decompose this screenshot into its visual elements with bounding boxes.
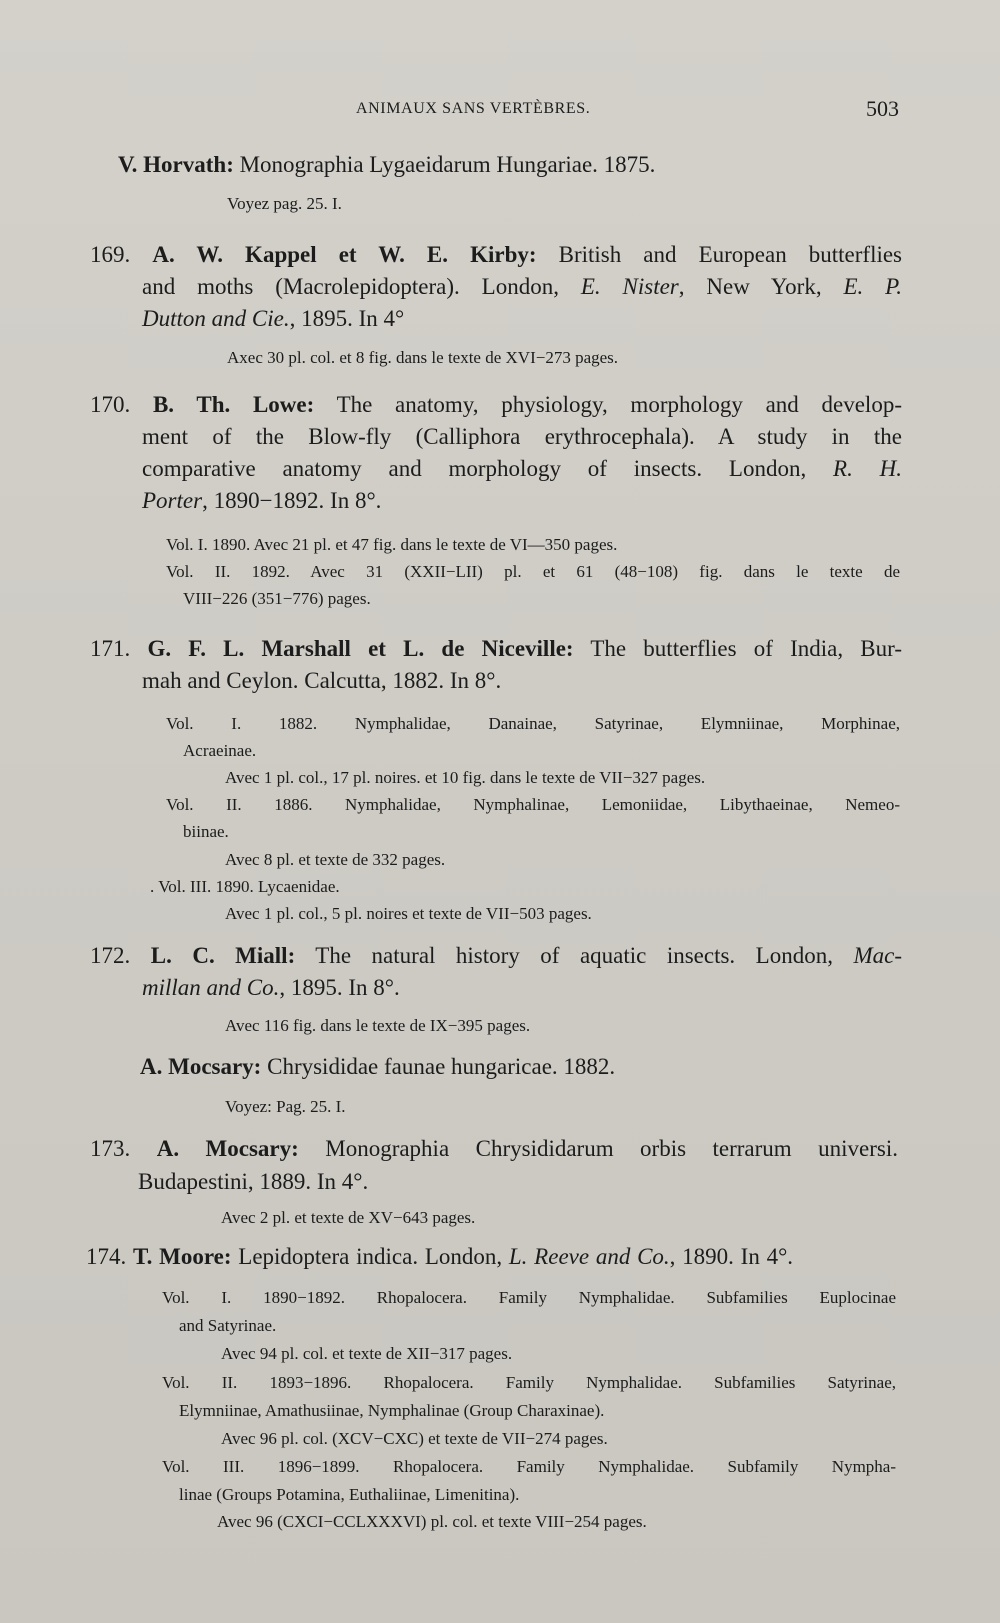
entry-text: British and European butterflies xyxy=(536,242,903,267)
entry-author: A. Mocsary: xyxy=(140,1054,262,1079)
entry-number: 170. xyxy=(90,392,131,417)
entry-author: A. W. Kappel et W. E. Kirby: xyxy=(152,242,537,267)
entry-173-line-2: Budapestini, 1889. In 4°. xyxy=(138,1169,369,1194)
entry-174-vol-1-note: Avec 94 pl. col. et texte de XII−317 pages. xyxy=(221,1344,513,1363)
entry-170-line-2: ment of the Blow-fly (Calliphora erythrocephala). A study in the xyxy=(142,424,902,449)
page-header xyxy=(0,96,1000,126)
entry-174-vol-2: Vol. II. 1893−1896. Rhopalocera. Family Nymphalidae. Subfamilies Satyrinae, xyxy=(162,1373,896,1392)
entry-171-vol-1-cont: Acraeinae. xyxy=(183,741,257,760)
entry-172-line-1 xyxy=(90,943,902,969)
entry-text: The natural history of aquatic insects. London, xyxy=(295,943,854,968)
entry-173-note: Avec 2 pl. et texte de XV−643 pages. xyxy=(221,1208,476,1227)
entry-172-note: Avec 116 fig. dans le texte de IX−395 pages. xyxy=(225,1016,531,1035)
entry-author: B. Th. Lowe: xyxy=(152,392,315,417)
entry-author: T. Moore: xyxy=(133,1244,232,1269)
entry-text: , 1890−1892. In 8°. xyxy=(202,488,382,513)
entry-174-vol-1: Vol. I. 1890−1892. Rhopalocera. Family Nymphalidae. Subfamilies Euplocinae xyxy=(162,1288,896,1307)
entry-mocsary-1-line xyxy=(140,1054,615,1080)
entry-text: , 1895. In 8°. xyxy=(279,975,400,1000)
entry-text: The butterflies of India, Bur- xyxy=(573,636,902,661)
entry-169-note: Axec 30 pl. col. et 8 fig. dans le texte de XVI−273 pages. xyxy=(227,348,619,367)
entry-number: 174. xyxy=(86,1244,127,1269)
entry-number: 169. xyxy=(90,242,131,267)
entry-publisher: Dutton and Cie. xyxy=(142,306,290,331)
entry-publisher: Mac- xyxy=(853,943,902,968)
entry-174-vol-1-cont: and Satyrinae. xyxy=(179,1316,277,1335)
entry-author: V. Horvath: xyxy=(118,152,234,177)
entry-title: Chrysididae faunae hungaricae. 1882. xyxy=(261,1054,616,1079)
entry-title: Monographia Lygaeidarum Hungariae. 1875. xyxy=(233,152,656,177)
entry-174-vol-3-cont: linae (Groups Potamina, Euthaliinae, Limenitina). xyxy=(179,1485,520,1504)
entry-171-vol-2-note: Avec 8 pl. et texte de 332 pages. xyxy=(225,850,446,869)
entry-174-vol-2-cont: Elymniinae, Amathusiinae, Nymphalinae (Group Charaxinae). xyxy=(179,1401,605,1420)
entry-171-vol-1-note: Avec 1 pl. col., 17 pl. noires. et 10 fig. dans le texte de VII−327 pages. xyxy=(225,768,706,787)
page-number: 503 xyxy=(866,96,899,121)
entry-text: comparative anatomy and morphology of insects. London, xyxy=(142,456,834,481)
entry-note: Voyez pag. 25. I. xyxy=(227,194,342,213)
entry-text: Lepidoptera indica. London, xyxy=(231,1244,509,1269)
entry-169-line-1 xyxy=(90,242,902,268)
entry-author: A. Mocsary: xyxy=(156,1136,299,1161)
entry-text: , 1895. In 4° xyxy=(289,306,405,331)
entry-publisher: Porter xyxy=(142,488,203,513)
entry-171-vol-2: Vol. II. 1886. Nymphalidae, Nymphalinae, Lemoniidae, Libythaeinae, Nemeo- xyxy=(166,795,900,814)
entry-171-vol-2-cont: biinae. xyxy=(183,822,229,841)
entry-170-line-1 xyxy=(90,392,902,418)
entry-horvath-line xyxy=(118,152,655,178)
entry-text: , New York, xyxy=(678,274,844,299)
entry-author: G. F. L. Marshall et L. de Niceville: xyxy=(147,636,574,661)
entry-170-line-3 xyxy=(142,456,902,482)
entry-169-line-2 xyxy=(142,274,902,300)
entry-publisher: millan and Co. xyxy=(142,975,280,1000)
entry-171-vol-1: Vol. I. 1882. Nymphalidae, Danainae, Satyrinae, Elymniinae, Morphinae, xyxy=(166,714,900,733)
entry-174-vol-2-note: Avec 96 pl. col. (XCV−CXC) et texte de VII−274 pages. xyxy=(221,1429,608,1448)
entry-text: Monographia Chrysididarum orbis terrarum universi. xyxy=(298,1136,898,1161)
entry-mocsary-1-note: Voyez: Pag. 25. I. xyxy=(225,1097,346,1116)
entry-170-line-4 xyxy=(142,488,381,514)
running-title: ANIMAUX SANS VERTÈBRES. xyxy=(356,100,591,117)
entry-170-vol-1: Vol. I. 1890. Avec 21 pl. et 47 fig. dans le texte de VI—350 pages. xyxy=(166,535,618,554)
entry-173-line-1 xyxy=(90,1136,898,1162)
entry-number: 171. xyxy=(90,636,131,661)
entry-number: 173. xyxy=(90,1136,131,1161)
entry-text: The anatomy, physiology, morphology and develop- xyxy=(314,392,902,417)
entry-171-line-1 xyxy=(90,636,902,662)
entry-170-vol-2: Vol. II. 1892. Avec 31 (XXII−LII) pl. et 61 (48−108) fig. dans le texte de xyxy=(166,562,900,581)
entry-169-line-3 xyxy=(142,306,404,332)
entry-171-vol-3: . Vol. III. 1890. Lycaenidae. xyxy=(150,877,340,896)
entry-publisher: E. P. xyxy=(843,274,902,299)
entry-171-line-2: mah and Ceylon. Calcutta, 1882. In 8°. xyxy=(142,668,502,693)
entry-number: 172. xyxy=(90,943,131,968)
entry-174-vol-3: Vol. III. 1896−1899. Rhopalocera. Family Nymphalidae. Subfamily Nympha- xyxy=(162,1457,896,1476)
entry-174-vol-3-note: Avec 96 (CXCI−CCLXXXVI) pl. col. et texte VIII−254 pages. xyxy=(217,1512,647,1531)
entry-text: , 1890. In 4°. xyxy=(669,1244,794,1269)
entry-172-line-2 xyxy=(142,975,400,1001)
entry-publisher: L. Reeve and Co. xyxy=(508,1244,670,1269)
entry-publisher: E. Nister xyxy=(580,274,679,299)
entry-171-vol-3-note: Avec 1 pl. col., 5 pl. noires et texte de VII−503 pages. xyxy=(225,904,592,923)
entry-publisher: R. H. xyxy=(833,456,902,481)
entry-author: L. C. Miall: xyxy=(150,943,296,968)
entry-text: and moths (Macrolepidoptera). London, xyxy=(142,274,581,299)
entry-174-line-1 xyxy=(86,1244,793,1270)
entry-170-vol-2-cont: VIII−226 (351−776) pages. xyxy=(183,589,371,608)
